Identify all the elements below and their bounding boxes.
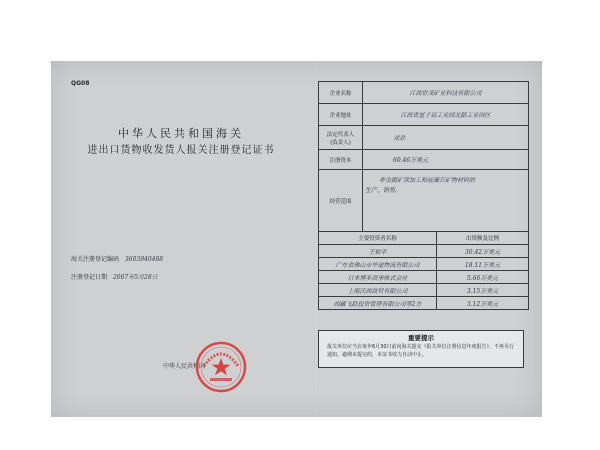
legal-rep-value: 刘君 [363, 126, 529, 150]
business-scope-line2: 生产、销售。 [365, 187, 402, 194]
business-scope-value [363, 170, 529, 232]
business-scope-line1: 非金属矿深加工和硅藻石矿物材料的 [379, 177, 476, 184]
registration-date-row [71, 272, 158, 281]
investor-name: 日本博多商事株式会社 [319, 271, 437, 284]
company-name-row [319, 82, 529, 104]
table-row [319, 284, 529, 297]
business-scope-label: 经营范围 [319, 170, 363, 232]
capital-row [319, 150, 529, 170]
investor-amount: 5.66万美元 [437, 271, 529, 284]
paper-fold-line [314, 61, 316, 417]
important-notice-box [318, 330, 524, 368]
registration-code-label: 海关注册登记编码 [71, 256, 120, 263]
registration-code-value: 3603940488 [124, 256, 164, 263]
address-label: 企业地址 [319, 104, 363, 126]
investor-amount: 3.12万美元 [437, 297, 529, 310]
notice-title: 重要提示 [408, 334, 434, 342]
investor-name: 王和平 [319, 245, 437, 258]
investor-name: 广东省佛山市华迪物流有限公司 [319, 258, 437, 271]
capital-label: 注册资本 [319, 150, 363, 170]
notice-text: 报关单位应当在每年6月30日前向海关提交《报关单位注册信息年度报告》，不再另行通知。逾期未提交的，本证书效力自动中止。 [327, 344, 515, 358]
registration-code-row [71, 254, 163, 263]
certificate-title-line2: 进出口货物收发货人报关注册登记证书 [87, 145, 275, 156]
address-row [319, 104, 529, 126]
investors-header-name: 主要投资者名称 [319, 232, 437, 245]
legal-rep-label-line2: (负责人) [330, 139, 351, 146]
investors-header-amount: 出资额及比例 [437, 232, 529, 245]
legal-rep-label-line1: 法定代表人 [326, 131, 355, 138]
company-name-value: 江西世茂矿业科技有限公司 [363, 82, 529, 104]
business-scope-row [319, 170, 529, 232]
form-code: QG08 [71, 80, 90, 87]
investor-name: 上海沃西商贸有限公司 [319, 284, 437, 297]
registration-date-label: 注册登记日期 [71, 274, 108, 281]
registration-info-table [318, 81, 529, 310]
table-row [319, 245, 529, 258]
investor-amount: 30.42万美元 [437, 245, 529, 258]
investors-header-row [319, 232, 529, 245]
investor-name: 西藏飞跃投资管理有限公司等2方 [319, 297, 437, 310]
investor-amount: 18.11万美元 [437, 258, 529, 271]
issuer-text: 中华人民共和国 [163, 363, 206, 370]
address-value: 江西省星子县工业园北路工业园区 [363, 104, 529, 126]
table-row [319, 258, 529, 271]
investor-amount: 3.15万美元 [437, 284, 529, 297]
legal-rep-row [319, 126, 529, 150]
legal-rep-label [319, 126, 363, 150]
table-row [319, 271, 529, 284]
certificate-title-line1: 中华人民共和国海关 [118, 127, 244, 140]
capital-value: 60.46万美元 [363, 150, 529, 170]
certificate-paper [51, 61, 542, 417]
table-row [319, 297, 529, 310]
company-name-label: 企业名称 [319, 82, 363, 104]
customs-seal-icon [194, 340, 248, 394]
registration-date-value: 2007年5月28日 [112, 274, 158, 281]
